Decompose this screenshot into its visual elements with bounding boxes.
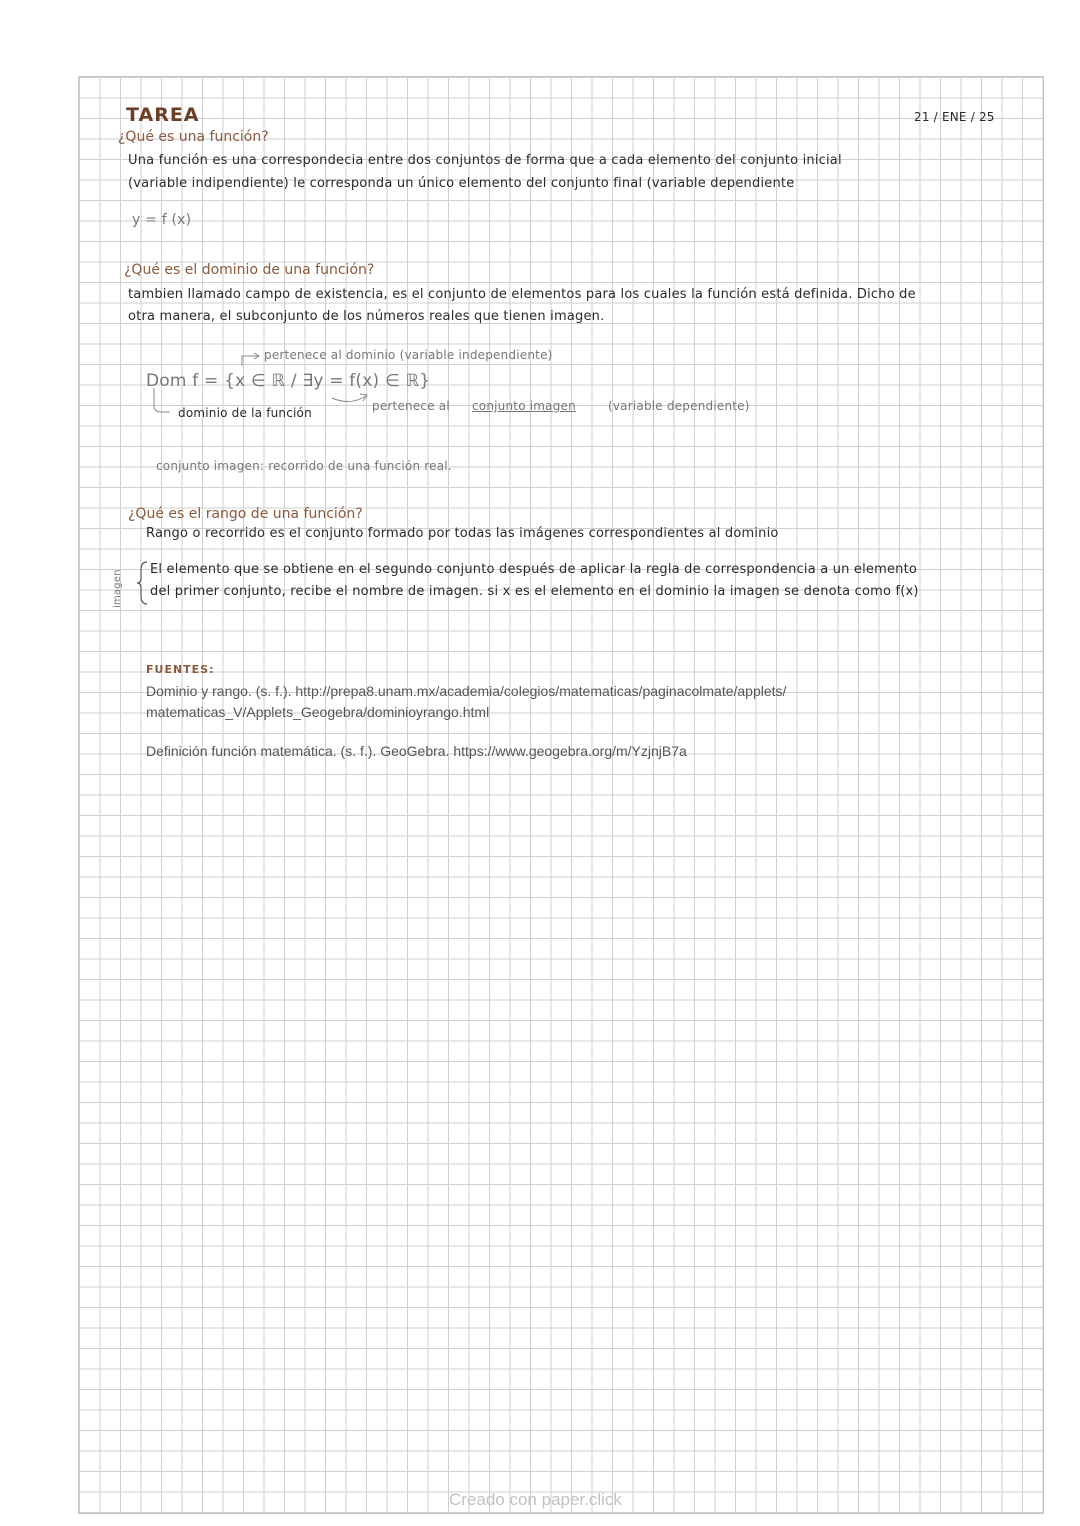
definition-line-2: (variable indipendiente) le corresponda un único elemento del conjunto final (variable dependiente <box>128 176 795 191</box>
source-1-line-1: Dominio y rango. (s. f.). http://prepa8.unam.mx/academia/colegios/matematicas/paginacolmate/applets/ <box>146 683 787 699</box>
note-domain-of-function: dominio de la función <box>178 406 312 420</box>
image-definition-line-2: del primer conjunto, recibe el nombre de imagen. si x es el elemento en el dominio la imagen se denota como f(x) <box>150 584 919 599</box>
domain-line-1: tambien llamado campo de existencia, es el conjunto de elementos para los cuales la función está definida. Dicho de <box>128 287 916 302</box>
page-title: TAREA <box>126 104 200 126</box>
domain-line-2: otra manera, el subconjunto de los números reales que tienen imagen. <box>128 309 605 324</box>
source-1-line-2: matematicas_V/Applets_Geogebra/dominioyrango.html <box>146 704 490 720</box>
function-formula: y = f (x) <box>132 212 192 228</box>
question-what-is-range: ¿Qué es el rango de una función? <box>128 506 363 522</box>
definition-line-1: Una función es una correspondecia entre dos conjuntos de forma que a cada elemento del conjunto inicial <box>128 153 842 168</box>
range-definition: Rango o recorrido es el conjunto formado por todas las imágenes correspondientes al dominio <box>146 526 779 541</box>
image-set-definition: conjunto imagen: recorrido de una función real. <box>156 459 452 473</box>
image-definition-line-1: El elemento que se obtiene en el segundo conjunto después de aplicar la regla de correspondencia a un elemento <box>150 562 918 577</box>
side-label-image: imagen <box>112 569 123 608</box>
domain-formula: Dom f = {x ∈ ℝ / ∃y = f(x) ∈ ℝ} <box>146 371 431 391</box>
note-image-set: conjunto imagen <box>472 399 576 413</box>
sources-heading: FUENTES: <box>146 663 215 676</box>
watermark: Creado con paper.click <box>449 1490 622 1509</box>
question-what-is-function: ¿Qué es una función? <box>118 129 269 145</box>
brace-icon <box>136 560 150 606</box>
question-what-is-domain: ¿Qué es el dominio de una función? <box>124 262 375 278</box>
note-dependent-variable: (variable dependiente) <box>608 399 750 413</box>
note-belongs-to-domain: pertenece al dominio (variable independiente) <box>264 348 553 362</box>
page-date: 21 / ENE / 25 <box>914 110 995 124</box>
source-2: Definición función matemática. (s. f.). GeoGebra. https://www.geogebra.org/m/YzjnjB7a <box>146 743 687 759</box>
note-belongs-to: pertenece al <box>372 399 450 413</box>
